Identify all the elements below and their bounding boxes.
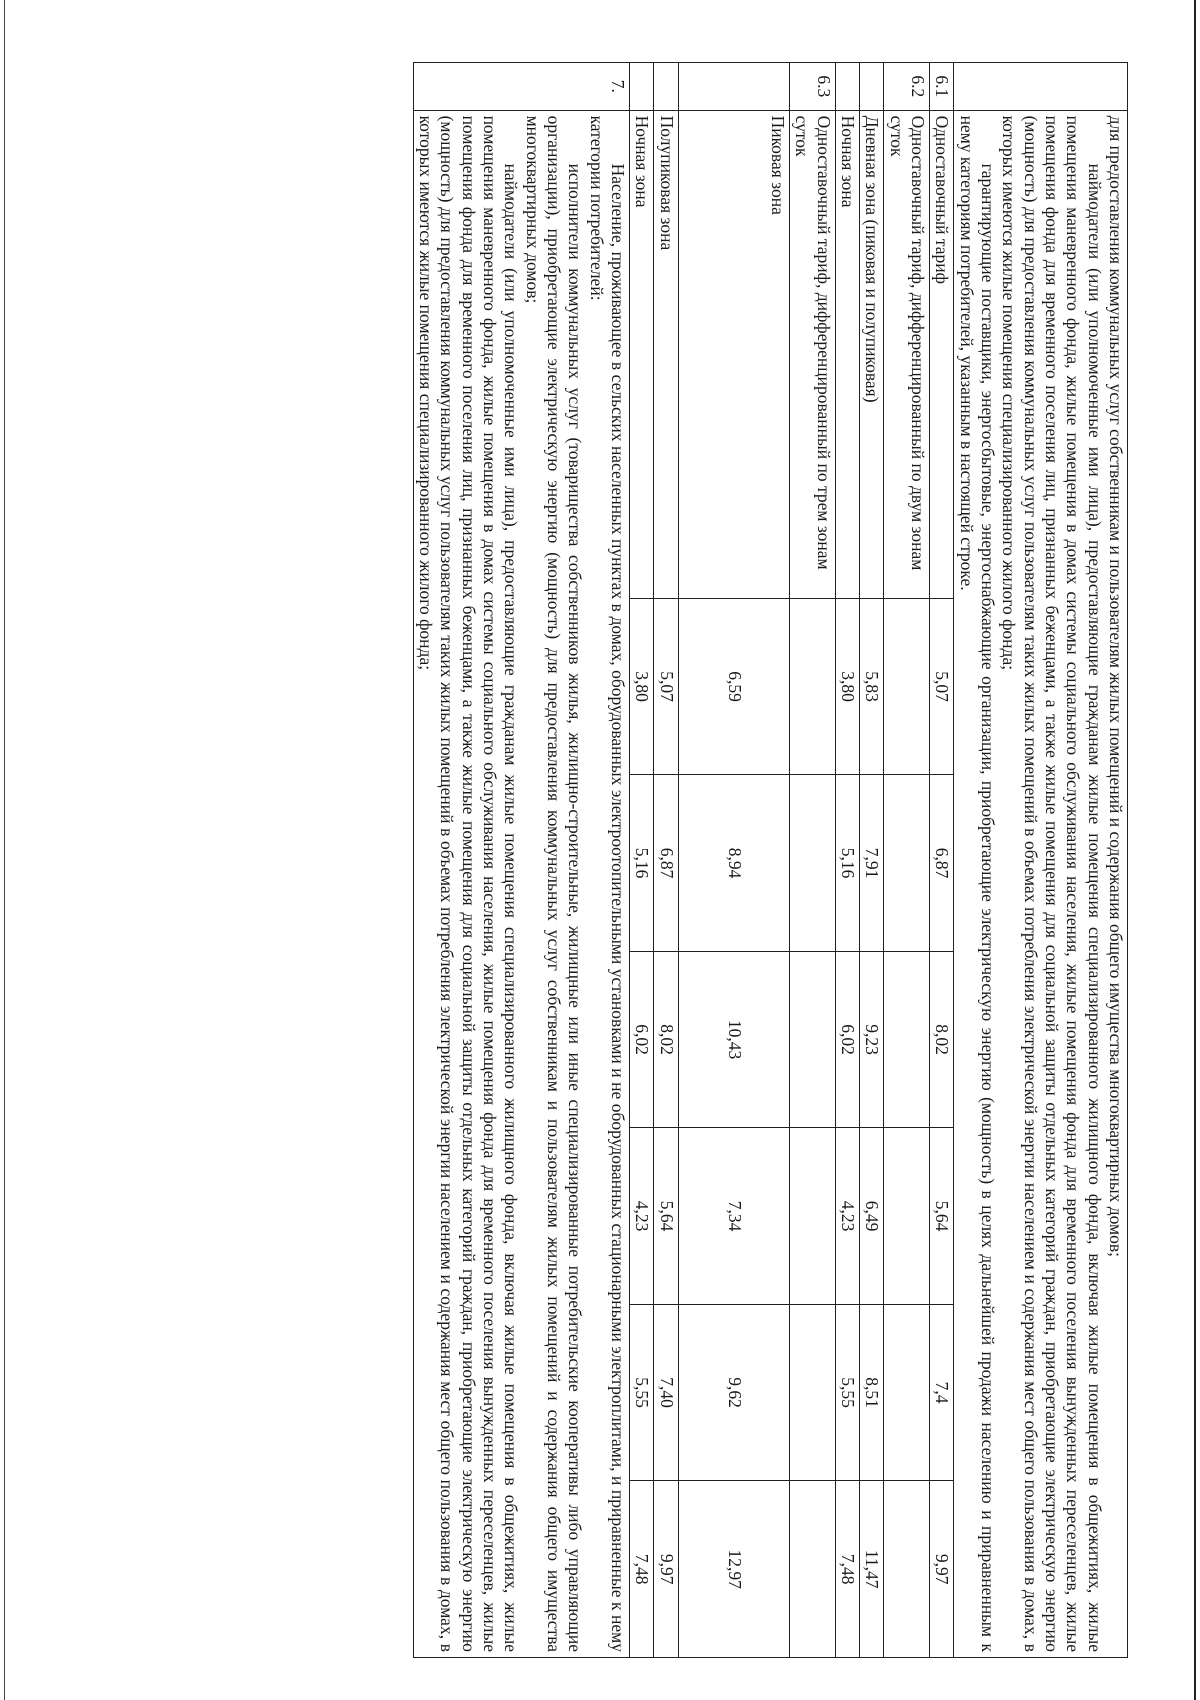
tariff-value: 6,87 [929, 775, 953, 952]
tariff-value [884, 1304, 930, 1481]
tariff-value: 6,02 [835, 951, 859, 1128]
row-number [859, 63, 883, 111]
tariff-value: 5,55 [630, 1304, 654, 1481]
row-label: Полупиковая зона [654, 110, 678, 598]
row-number: 6.2 [884, 63, 930, 111]
tariff-value: 3,80 [630, 598, 654, 775]
scan-right-edge [1194, 0, 1196, 1700]
tariff-value [884, 951, 930, 1128]
section-7-intro: Население, проживающее в сельских населенных пунктах в домах, оборудованных электроотопительными установками и не оборудованных стационарными электроплитами, и приравненные к нему категории потребителей: [586, 115, 629, 1652]
tariff-value: 5,16 [835, 775, 859, 952]
table-row [789, 63, 835, 1658]
tariff-value: 7,91 [859, 775, 883, 952]
tariff-value [789, 951, 835, 1128]
tariff-value: 5,55 [835, 1304, 859, 1481]
row-number [835, 63, 859, 111]
row-number [630, 63, 654, 111]
row-number-cell [954, 63, 1128, 111]
tariff-value: 8,02 [929, 951, 953, 1128]
section-6-description [954, 110, 1128, 1657]
tariff-value: 6,59 [678, 598, 789, 775]
tariff-value: 5,07 [654, 598, 678, 775]
scan-left-edge [4, 0, 5, 1700]
tariff-value [789, 1481, 835, 1658]
tariff-value: 5,16 [630, 775, 654, 952]
row-label: Дневная зона (пиковая и полупиковая) [859, 110, 883, 598]
row-number [654, 63, 678, 111]
tariff-value: 7,48 [630, 1481, 654, 1658]
section-7-description [413, 110, 629, 1657]
table-row [678, 63, 789, 1658]
rotated-document-page [128, 62, 1128, 1658]
tariff-value: 9,23 [859, 951, 883, 1128]
section-7-landlords-paragraph: наймодатели (или уполномоченные ими лица), предоставляющие гражданам жилые помещения специализированного жилищного фонда, включая жилые помещения в общежитиях, жилые помещения маневренного фонда, жилые помещения в домах системы социального обслуживания населения, жилые помещения фонда для временного поселения вынужденных переселенцев, жилые помещения фонда для временного поселения лиц, признанных беженцами, а также жилые помещения для социальной защиты отдельных категорий граждан, приобретающие электрическую энергию (мощность) для предоставления коммунальных услуг пользователям таких жилых помещений в объемах потребления электрической энергии населением и содержания мест общего пользования в домах, в которых имеются жилые помещения специализированного жилого фонда; [416, 115, 522, 1652]
tariff-value: 11,47 [859, 1481, 883, 1658]
table-row [835, 63, 859, 1658]
table-row [884, 63, 930, 1658]
table-row [630, 63, 654, 1658]
tariff-value [789, 775, 835, 952]
section-6-text-row [954, 63, 1128, 1658]
section-6-continuation: для предоставления коммунальных услуг собственникам и пользователям жилых помещений и содержания общего имущества многоквартирных домов; [1106, 115, 1126, 1257]
tariff-value: 7,34 [678, 1128, 789, 1305]
tariff-value [884, 1481, 930, 1658]
tariff-value: 8,51 [859, 1304, 883, 1481]
row-number: 6.3 [789, 63, 835, 111]
tariff-value [884, 598, 930, 775]
tariff-value: 6,87 [654, 775, 678, 952]
tariff-value: 5,64 [654, 1128, 678, 1305]
tariff-value [789, 598, 835, 775]
tariff-value [789, 1304, 835, 1481]
tariff-value: 7,48 [835, 1481, 859, 1658]
tariff-value: 6,49 [859, 1128, 883, 1305]
tariff-value: 9,97 [929, 1481, 953, 1658]
tariff-value: 4,23 [835, 1128, 859, 1305]
row-label: Одноставочный тариф, дифференцированный по трем зонам суток [789, 110, 835, 598]
tariff-value: 5,64 [929, 1128, 953, 1305]
tariff-value [789, 1128, 835, 1305]
tariff-value: 7,4 [929, 1304, 953, 1481]
tariff-value [884, 775, 930, 952]
section-7-row [413, 63, 629, 1658]
row-label: Одноставочный тариф [929, 110, 953, 598]
table-row [859, 63, 883, 1658]
section-6-suppliers-paragraph: гарантирующие поставщики, энергосбытовые, энергоснабжающие организации, приобретающие электрическую энергию (мощность) в целях дальнейшей продажи населению и приравненным к нему категориям потребителей, указанным в настоящей строке. [956, 115, 998, 1652]
tariff-value: 4,23 [630, 1128, 654, 1305]
section-6-landlords-paragraph: наймодатели (или уполномоченные ими лица), предоставляющие гражданам жилые помещения специализированного жилищного фонда, включая жилые помещения в общежитиях, жилые помещения маневренного фонда, жилые помещения в домах системы социального обслуживания населения, жилые помещения фонда для временного поселения вынужденных переселенцев, жилые помещения фонда для временного поселения лиц, признанных беженцами, а также жилые помещения для социальной защиты отдельных категорий граждан, приобретающие электрическую энергию (мощность) для предоставления коммунальных услуг пользователям таких жилых помещений в объемах потребления электрической энергии населением и содержания мест общего пользования в домах, в которых имеются жилые помещения специализированного жилого фонда; [999, 115, 1105, 1652]
row-number [678, 63, 789, 111]
tariff-value: 5,83 [859, 598, 883, 775]
tariff-value: 8,02 [654, 951, 678, 1128]
row-label: Одноставочный тариф, дифференцированный по двум зонам суток [884, 110, 930, 598]
tariff-value: 5,07 [929, 598, 953, 775]
table-row [654, 63, 678, 1658]
tariff-value: 3,80 [835, 598, 859, 775]
tariff-value: 9,62 [678, 1304, 789, 1481]
row-number: 6.1 [929, 63, 953, 111]
tariff-value: 12,97 [678, 1481, 789, 1658]
tariff-value: 6,02 [630, 951, 654, 1128]
tariff-value: 8,94 [678, 775, 789, 952]
tariff-table [413, 62, 1128, 1658]
row-label: Ночная зона [630, 110, 654, 598]
section-7-executors-paragraph: исполнители коммунальных услуг (товарищества собственников жилья, жилищно-строительные, жилищные или иные специализированные потребительские кооперативы либо управляющие организации), приобретающие электрическую энергию (мощность) для предоставления коммунальных услуг собственникам и пользователям жилых помещений и содержания общего имущества многоквартирных домов; [522, 115, 586, 1652]
tariff-value [884, 1128, 930, 1305]
table-row [929, 63, 953, 1658]
row-label: Пиковая зона [678, 110, 789, 598]
tariff-value: 9,97 [654, 1481, 678, 1658]
tariff-value: 10,43 [678, 951, 789, 1128]
row-label: Ночная зона [835, 110, 859, 598]
section-7-number: 7. [413, 63, 629, 111]
tariff-value: 7,40 [654, 1304, 678, 1481]
